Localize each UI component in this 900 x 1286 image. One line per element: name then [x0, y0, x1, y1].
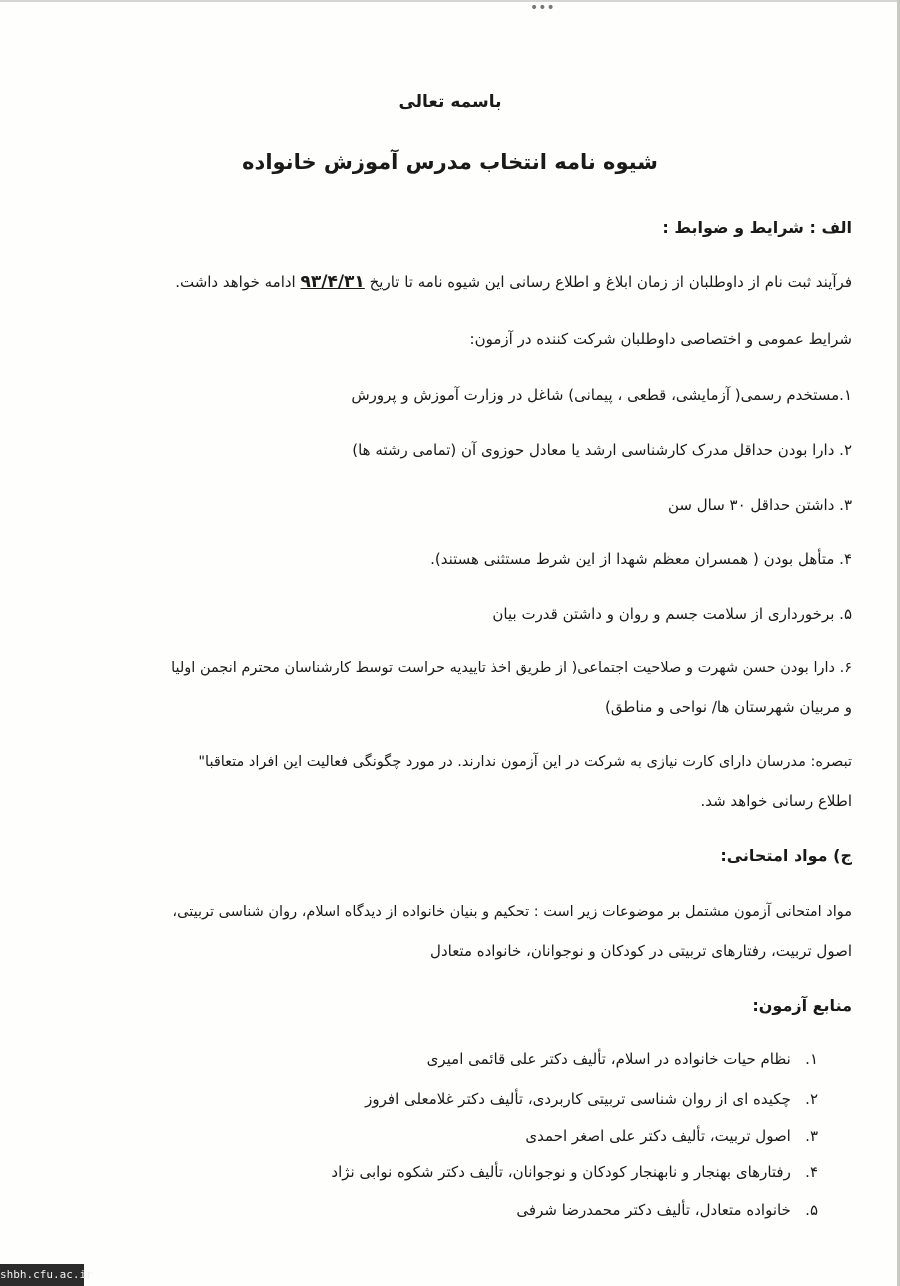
- source-item-4: [331, 1163, 818, 1181]
- registration-paragraph: [175, 272, 852, 292]
- registration-suffix: ادامه خواهد داشت.: [175, 273, 296, 291]
- source-number: ۱.: [805, 1050, 818, 1068]
- condition-item-1: ۱.مستخدم رسمی( آزمایشی، قطعی ، پیمانی) شاغل در وزارت آموزش و پرورش: [351, 386, 852, 404]
- source-number: ۴.: [805, 1163, 818, 1181]
- condition-item-4: ۴. متأهل بودن ( همسران معظم شهدا از این شرط مستثنی هستند).: [430, 550, 852, 568]
- source-text: رفتارهای بهنجار و نابهنجار کودکان و نوجوانان، تألیف دکتر شکوه نوابی نژاد: [331, 1163, 791, 1181]
- note-line-2: اطلاع رسانی خواهد شد.: [700, 792, 852, 810]
- document-title: شیوه نامه انتخاب مدرس آموزش خانواده: [242, 150, 658, 174]
- source-number: ۲.: [805, 1090, 818, 1108]
- invocation-heading: باسمه تعالی: [398, 92, 502, 112]
- condition-item-3: ۳. داشتن حداقل ۳۰ سال سن: [667, 496, 852, 514]
- section-c-heading: ج) مواد امتحانی:: [720, 846, 852, 865]
- source-item-3: [525, 1127, 818, 1145]
- source-item-5: [516, 1201, 818, 1219]
- note-line-1: تبصره: مدرسان دارای کارت نیازی به شرکت در این آزمون ندارند. در مورد چگونگی فعالیت این افراد متعاقبا": [198, 754, 852, 770]
- source-number: ۳.: [805, 1127, 818, 1145]
- staple-mark-icon: •••: [530, 0, 555, 16]
- condition-item-6-continued: و مربیان شهرستان ها/ نواحی و مناطق): [605, 698, 852, 716]
- registration-prefix: فرآیند ثبت نام از داوطلبان از زمان ابلاغ و اطلاع رسانی این شیوه نامه تا تاریخ: [369, 273, 852, 291]
- source-text: نظام حیات خانواده در اسلام، تألیف دکتر علی قائمی امیری: [426, 1050, 791, 1068]
- conditions-intro: شرایط عمومی و اختصاصی داوطلبان شرکت کننده در آزمون:: [469, 330, 852, 348]
- registration-date: ۹۳/۴/۳۱: [300, 272, 365, 292]
- section-a-heading: الف : شرایط و ضوابط :: [662, 218, 852, 237]
- source-text: خانواده متعادل، تألیف دکتر محمدرضا شرفی: [516, 1201, 791, 1219]
- source-text: چکیده ای از روان شناسی تربیتی کاربردی، تألیف دکتر غلامعلی افروز: [365, 1090, 791, 1108]
- site-watermark: shbh.cfu.ac.ir: [0, 1264, 84, 1286]
- condition-item-6: ۶. دارا بودن حسن شهرت و صلاحیت اجتماعی( از طریق اخذ تاییدیه حراست توسط کارشناسان محترم انجمن اولیا: [171, 660, 852, 676]
- exam-subjects-line-1: مواد امتحانی آزمون مشتمل بر موضوعات زیر است : تحکیم و بنیان خانواده از دیدگاه اسلام، روان شناسی تربیتی،: [172, 904, 852, 920]
- source-item-1: [427, 1050, 818, 1068]
- source-number: ۵.: [805, 1201, 818, 1219]
- source-item-2: [365, 1090, 818, 1108]
- sources-heading: منابع آزمون:: [752, 996, 852, 1015]
- exam-subjects-line-2: اصول تربیت، رفتارهای تربیتی در کودکان و نوجوانان، خانواده متعادل: [430, 942, 852, 960]
- condition-item-2: ۲. دارا بودن حداقل مدرک کارشناسی ارشد یا معادل حوزوی آن (تمامی رشته ها): [352, 441, 852, 459]
- source-text: اصول تربیت، تألیف دکتر علی اصغر احمدی: [525, 1127, 791, 1145]
- scan-top-edge: [0, 0, 900, 2]
- condition-item-5: ۵. برخورداری از سلامت جسم و روان و داشتن قدرت بیان: [492, 605, 852, 623]
